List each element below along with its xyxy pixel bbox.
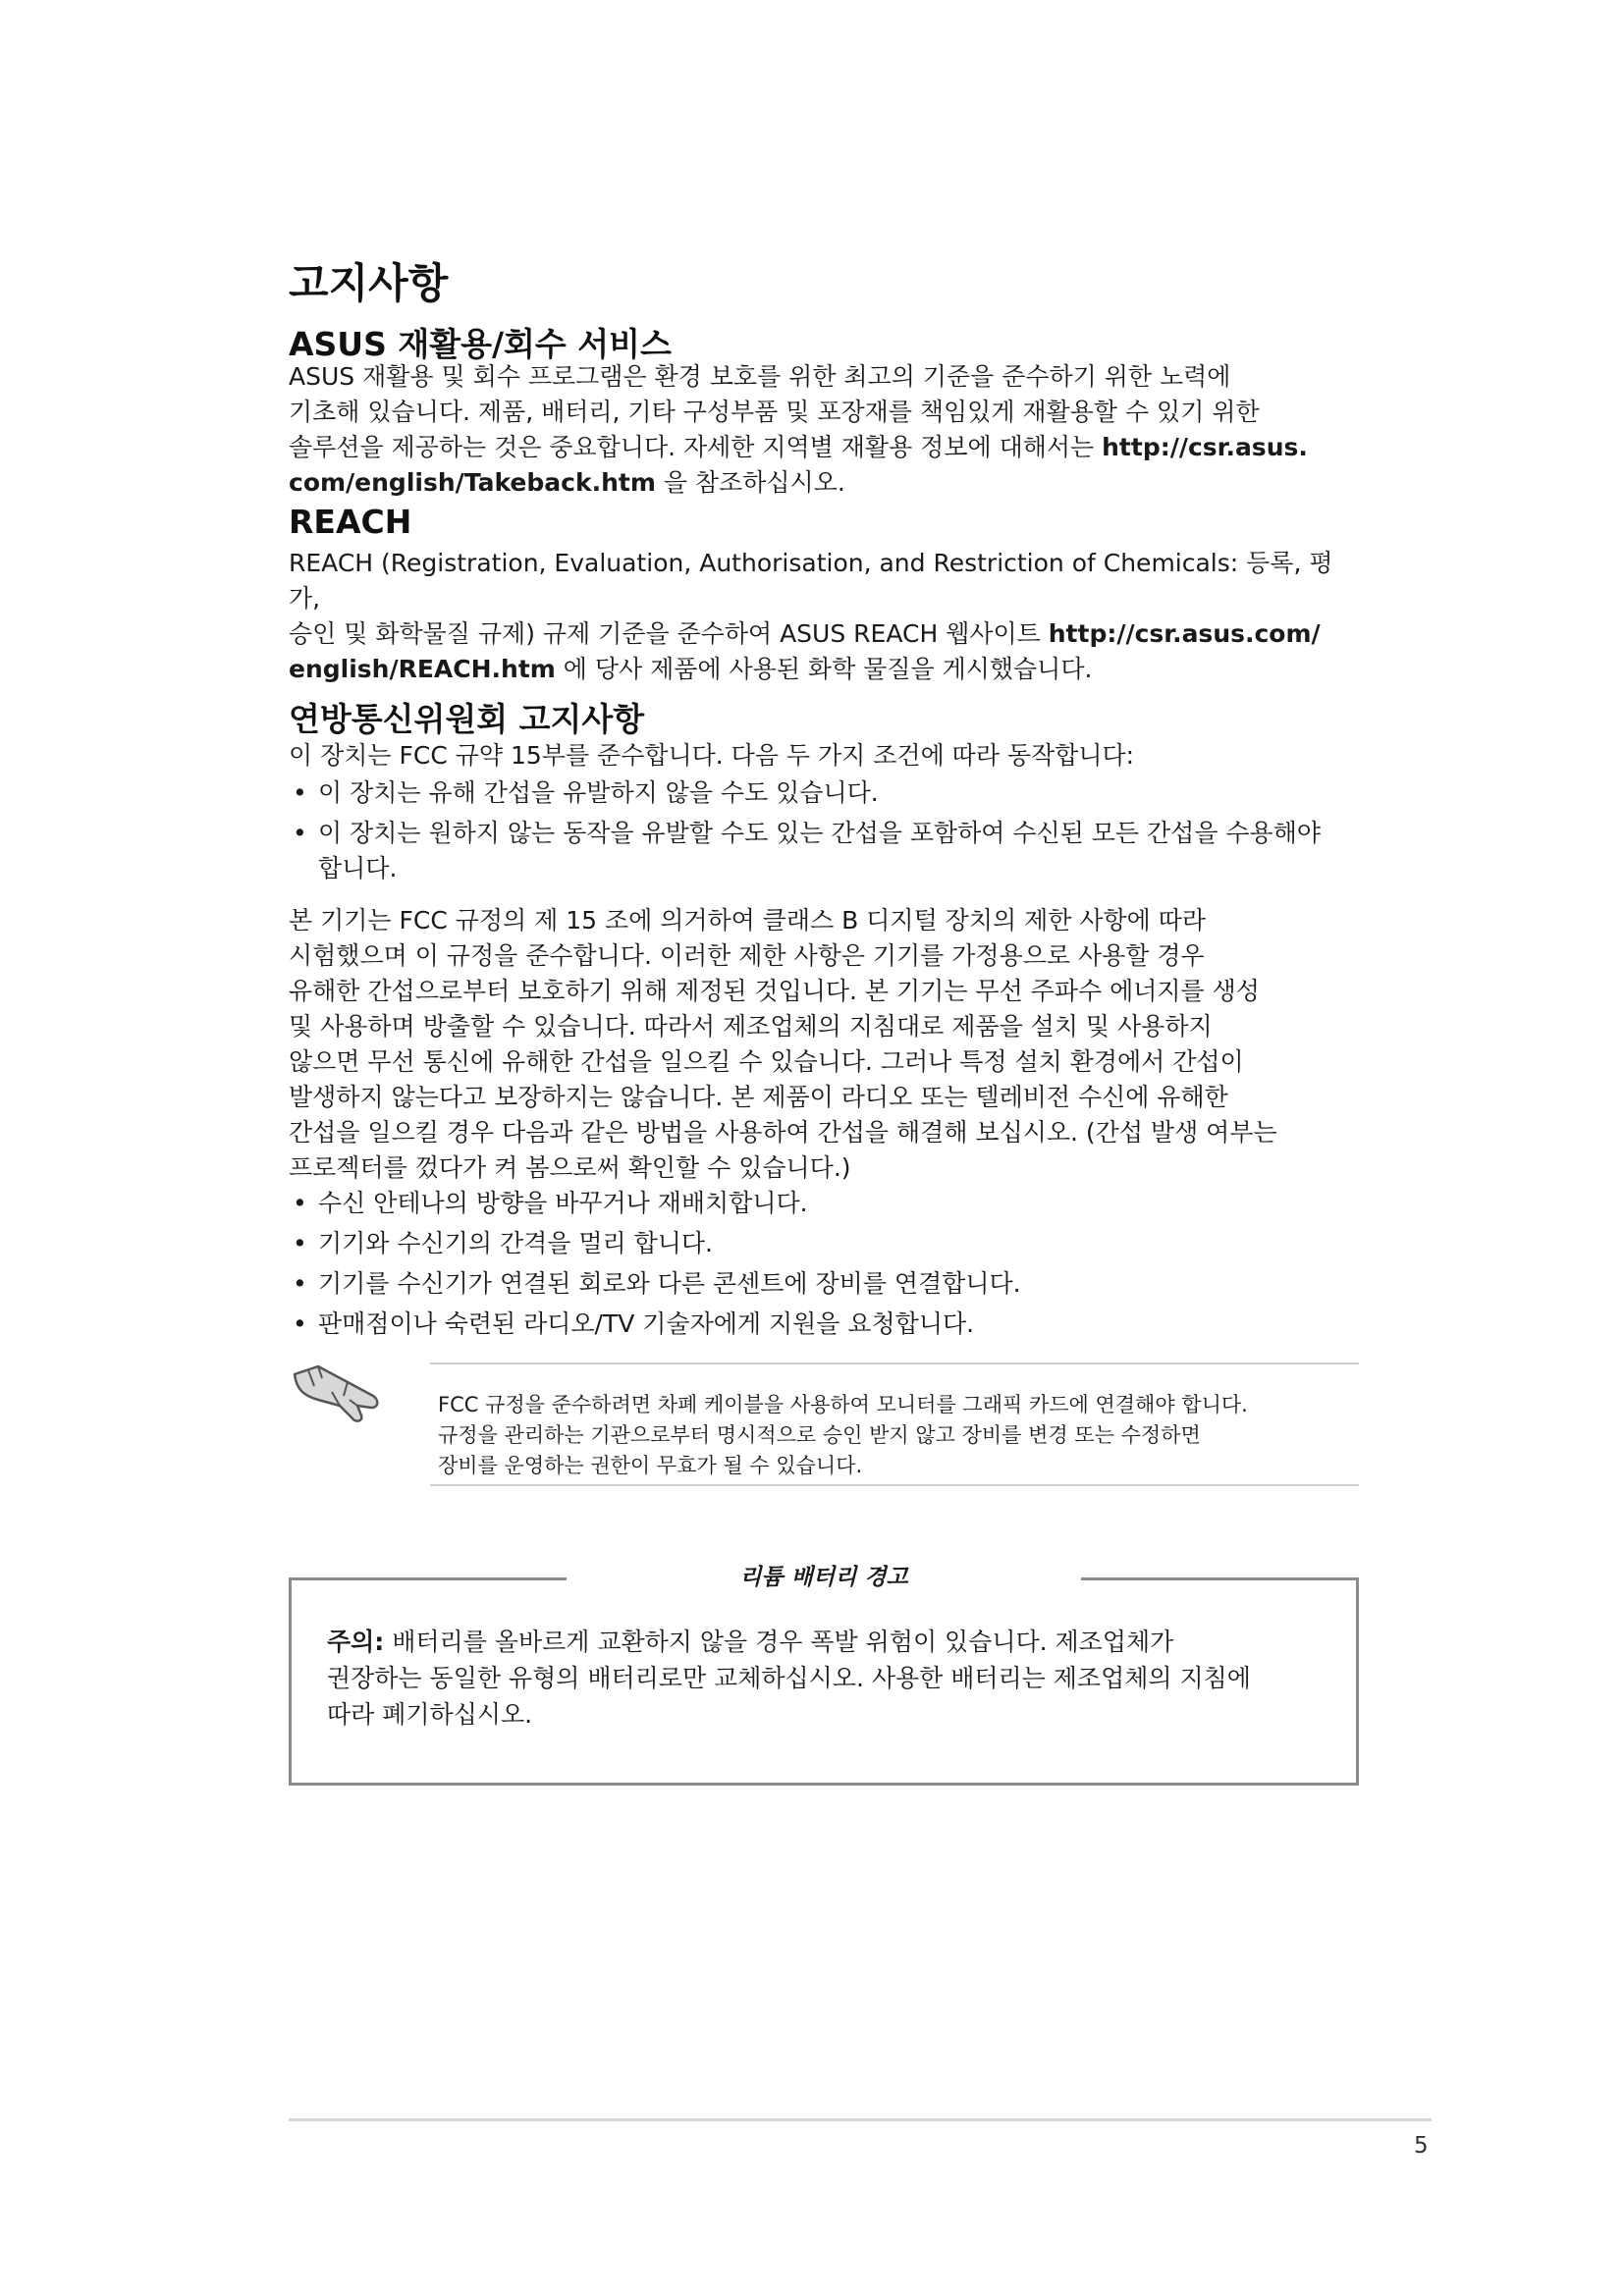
- bullet-icon: •: [293, 1229, 307, 1257]
- reach-link-cont[interactable]: english/REACH.htm: [289, 655, 556, 683]
- fcc-body-line: 발생하지 않는다고 보장하지는 않습니다. 본 제품이 라디오 또는 텔레비전 수신에 유해한: [289, 1083, 1228, 1111]
- footer-rule: [289, 2118, 1432, 2121]
- recycling-line: ASUS 재활용 및 회수 프로그램은 환경 보호를 위한 최고의 기준을 준수하기 위한 노력에: [289, 362, 1231, 391]
- recycling-line: 솔루션을 제공하는 것은 중요합니다. 자세한 지역별 재활용 정보에 대해서는 http://csr.asus.: [289, 433, 1308, 461]
- fcc-body-line: 간섭을 일으킬 경우 다음과 같은 방법을 사용하여 간섭을 해결해 보십시오. (간섭 발생 여부는: [289, 1118, 1277, 1147]
- bullet-icon: •: [293, 1309, 307, 1338]
- battery-warning-line: 따라 폐기하십시오.: [327, 1700, 533, 1729]
- reach-text: [289, 546, 1364, 687]
- note-top-rule: [430, 1362, 1359, 1364]
- recycling-line: com/english/Takeback.htm 을 참조하십시오.: [289, 468, 845, 497]
- fcc-conditions-list: [289, 775, 1364, 891]
- note-bottom-rule: [430, 1484, 1359, 1486]
- battery-warning-box: [289, 1565, 1359, 1786]
- list-item: • 기기를 수신기가 연결된 회로와 다른 콘센트에 장비를 연결합니다.: [289, 1266, 1364, 1302]
- recycling-text: [289, 359, 1364, 501]
- recycling-link-cont[interactable]: com/english/Takeback.htm: [289, 468, 656, 497]
- fcc-body-line: 유해한 간섭으로부터 보호하기 위해 제정된 것입니다. 본 기기는 무선 주파수 에너지를 생성: [289, 977, 1260, 1005]
- page-title: 고지사항: [289, 259, 449, 307]
- list-item: • 기기와 수신기의 간격을 멀리 합니다.: [289, 1226, 1364, 1261]
- page-number: 5: [1414, 2133, 1429, 2159]
- battery-warning-title: 리튬 배터리 경고: [567, 1559, 1081, 1591]
- reach-link[interactable]: http://csr.asus.com/: [1048, 619, 1321, 648]
- reach-line: 승인 및 화학물질 규제) 규제 기준을 준수하여 ASUS REACH 웹사이트 http://csr.asus.com/: [289, 619, 1321, 648]
- bullet-icon: •: [293, 819, 307, 847]
- note-block: [289, 1362, 1359, 1486]
- reach-line: REACH (Registration, Evaluation, Authorisation, and Restriction of Chemicals: 등록, 평가,: [289, 549, 1333, 613]
- note-text: [438, 1390, 1356, 1481]
- fcc-body: [289, 903, 1364, 1186]
- fcc-remedies-list: [289, 1186, 1364, 1347]
- battery-warning-line: 권장하는 동일한 유형의 배터리로만 교체하십시오. 사용한 배터리는 제조업체의 지침에: [327, 1664, 1251, 1692]
- fcc-body-line: 및 사용하며 방출할 수 있습니다. 따라서 제조업체의 지침대로 제품을 설치 및 사용하지: [289, 1012, 1213, 1041]
- battery-warning-line: 주의: 배터리를 올바르게 교환하지 않을 경우 폭발 위험이 있습니다. 제조업체가: [327, 1628, 1174, 1656]
- fcc-heading: 연방통신위원회 고지사항: [289, 700, 645, 738]
- battery-warning-text: [327, 1624, 1319, 1733]
- fcc-body-line: 본 기기는 FCC 규정의 제 15 조에 의거하여 클래스 B 디지털 장치의 제한 사항에 따라: [289, 906, 1207, 934]
- note-line: 장비를 운영하는 권한이 무효가 될 수 있습니다.: [438, 1454, 863, 1477]
- bullet-icon: •: [293, 1269, 307, 1298]
- note-line: FCC 규정을 준수하려면 차폐 케이블을 사용하여 모니터를 그래픽 카드에 연결해야 합니다.: [438, 1393, 1248, 1416]
- list-item: • 이 장치는 유해 간섭을 유발하지 않을 수도 있습니다.: [289, 775, 1364, 811]
- recycling-line: 기초해 있습니다. 제품, 배터리, 기타 구성부품 및 포장재를 책임있게 재활용할 수 있기 위한: [289, 398, 1260, 426]
- fcc-intro: 이 장치는 FCC 규약 15부를 준수합니다. 다음 두 가지 조건에 따라 동작합니다:: [289, 741, 1135, 770]
- list-item: • 수신 안테나의 방향을 바꾸거나 재배치합니다.: [289, 1186, 1364, 1221]
- note-line: 규정을 관리하는 기관으로부터 명시적으로 승인 받지 않고 장비를 변경 또는 수정하면: [438, 1423, 1201, 1447]
- fcc-body-line: 프로젝터를 껐다가 켜 봄으로써 확인할 수 있습니다.): [289, 1153, 851, 1182]
- fcc-body-line: 않으면 무선 통신에 유해한 간섭을 일으킬 수 있습니다. 그러나 특정 설치 환경에서 간섭이: [289, 1047, 1244, 1076]
- list-item: • 이 장치는 원하지 않는 동작을 유발할 수도 있는 간섭을 포함하여 수신된 모든 간섭을 수용해야 합니다.: [289, 816, 1364, 886]
- caution-label: 주의:: [327, 1628, 385, 1656]
- reach-heading: REACH: [289, 503, 412, 541]
- recycling-heading: ASUS 재활용/회수 서비스: [289, 325, 672, 363]
- bullet-icon: •: [293, 1189, 307, 1217]
- bullet-icon: •: [293, 778, 307, 807]
- recycling-link[interactable]: http://csr.asus.: [1102, 433, 1308, 461]
- reach-line: english/REACH.htm 에 당사 제품에 사용된 화학 물질을 게시했습니다.: [289, 655, 1093, 683]
- hand-pointing-icon: [289, 1362, 387, 1421]
- list-item: • 판매점이나 숙련된 라디오/TV 기술자에게 지원을 요청합니다.: [289, 1307, 1364, 1342]
- fcc-body-line: 시험했으며 이 규정을 준수합니다. 이러한 제한 사항은 기기를 가정용으로 사용할 경우: [289, 941, 1205, 970]
